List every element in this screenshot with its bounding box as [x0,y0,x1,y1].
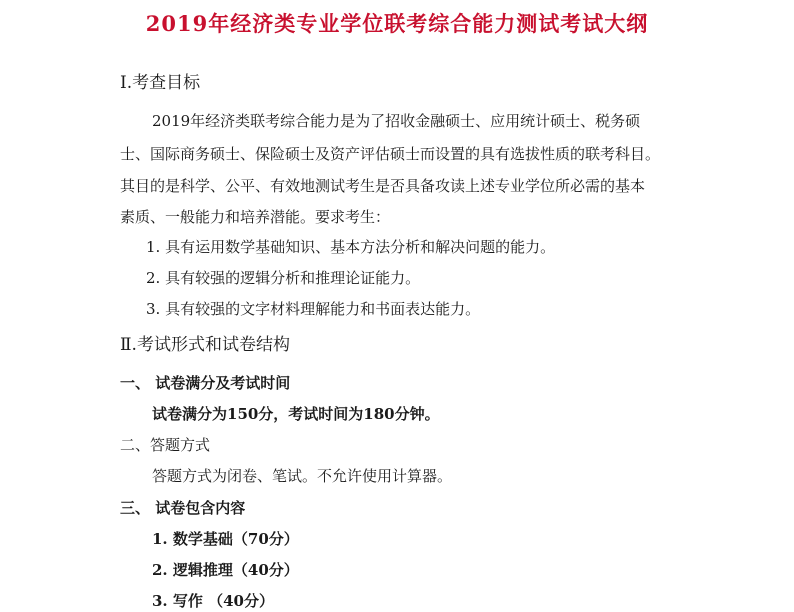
requirement-item: 3. 具有较强的文字材料理解能力和书面表达能力。 [146,300,481,318]
subsection-heading-score-time: 一、 试卷满分及考试时间 [120,374,291,392]
contents-item: 3. 写作 （40分） [152,592,274,610]
subsection-heading-answer-method: 二、答题方式 [120,436,211,454]
section-heading-objectives: Ⅰ.考查目标 [120,73,201,93]
objectives-paragraph-line-3: 其目的是科学、公平、有效地测试考生是否具备攻读上述专业学位所必需的基本 [120,177,646,195]
contents-item: 1. 数学基础（70分） [152,530,299,548]
contents-item: 2. 逻辑推理（40分） [152,561,299,579]
objectives-paragraph-line-2: 士、国际商务硕士、保险硕士及资产评估硕士而设置的具有选拔性质的联考科目。 [120,145,661,163]
requirement-item: 2. 具有较强的逻辑分析和推理论证能力。 [146,269,421,287]
section-heading-exam-structure: Ⅱ.考试形式和试卷结构 [120,335,290,355]
subsection-body-answer-method: 答题方式为闭卷、笔试。不允许使用计算器。 [152,467,453,485]
subsection-body-score-time: 试卷满分为150分，考试时间为180分钟。 [152,405,440,423]
objectives-paragraph-line-4: 素质、一般能力和培养潜能。要求考生： [120,208,391,226]
objectives-paragraph-line-1: 2019年经济类联考综合能力是为了招收金融硕士、应用统计硕士、税务硕 [152,112,641,130]
document-title: 2019年经济类专业学位联考综合能力测试考试大纲 [145,11,649,36]
requirement-item: 1. 具有运用数学基础知识、基本方法分析和解决问题的能力。 [146,238,556,256]
subsection-heading-contents: 三、 试卷包含内容 [120,499,246,517]
